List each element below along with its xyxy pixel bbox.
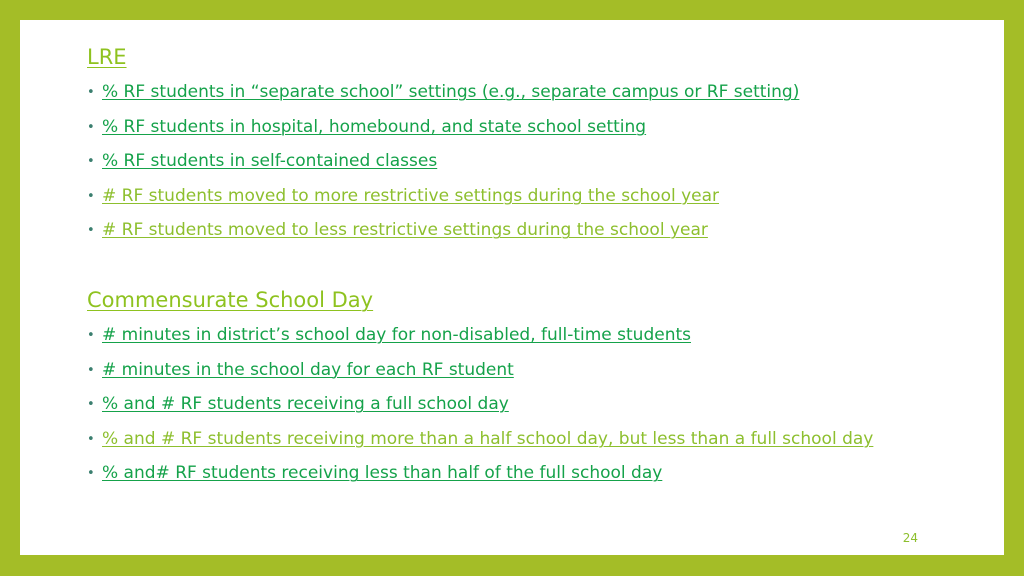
list-item-link[interactable]: # minutes in the school day for each RF student bbox=[102, 359, 514, 380]
list-item-link[interactable]: # minutes in district’s school day for non-disabled, full-time students bbox=[102, 325, 691, 345]
bullet-icon: • bbox=[87, 362, 95, 378]
bullet-icon: • bbox=[87, 466, 95, 482]
list-item bbox=[85, 220, 925, 241]
list-item bbox=[85, 360, 925, 381]
lre-list bbox=[85, 82, 925, 255]
bullet-icon: • bbox=[87, 431, 95, 447]
list-item bbox=[85, 186, 925, 207]
list-item bbox=[85, 429, 925, 450]
list-item-link[interactable]: % RF students in hospital, homebound, and state school setting bbox=[102, 116, 647, 137]
section-title-lre[interactable]: LRE bbox=[87, 45, 127, 69]
list-item-link[interactable]: % RF students in self-contained classes bbox=[102, 151, 438, 172]
list-item bbox=[85, 325, 925, 346]
bullet-icon: • bbox=[87, 397, 95, 413]
page-number: 24 bbox=[902, 531, 918, 545]
list-item bbox=[85, 394, 925, 415]
list-item bbox=[85, 151, 925, 172]
school-day-list bbox=[85, 325, 925, 498]
list-item bbox=[85, 82, 925, 103]
list-item-link[interactable]: % and# RF students receiving less than half of the full school day bbox=[102, 463, 663, 484]
list-item-link[interactable]: # RF students moved to less restrictive settings during the school year bbox=[102, 220, 708, 241]
list-item-link[interactable]: % and # RF students receiving a full school day bbox=[102, 394, 509, 415]
bullet-icon: • bbox=[87, 223, 95, 239]
slide bbox=[20, 20, 1004, 555]
bullet-icon: • bbox=[87, 154, 95, 170]
section-title-commensurate-school-day[interactable]: Commensurate School Day bbox=[87, 288, 374, 312]
bullet-icon: • bbox=[87, 119, 95, 135]
list-item-link[interactable]: # RF students moved to more restrictive settings during the school year bbox=[102, 185, 720, 206]
list-item-link[interactable]: % RF students in “separate school” settings (e.g., separate campus or RF setting) bbox=[102, 82, 800, 102]
list-item bbox=[85, 463, 925, 484]
bullet-icon: • bbox=[87, 328, 95, 343]
bullet-icon: • bbox=[87, 188, 95, 204]
list-item-link[interactable]: % and # RF students receiving more than a half school day, but less than a full school day bbox=[102, 428, 874, 449]
bullet-icon: • bbox=[87, 85, 95, 100]
list-item bbox=[85, 117, 925, 138]
